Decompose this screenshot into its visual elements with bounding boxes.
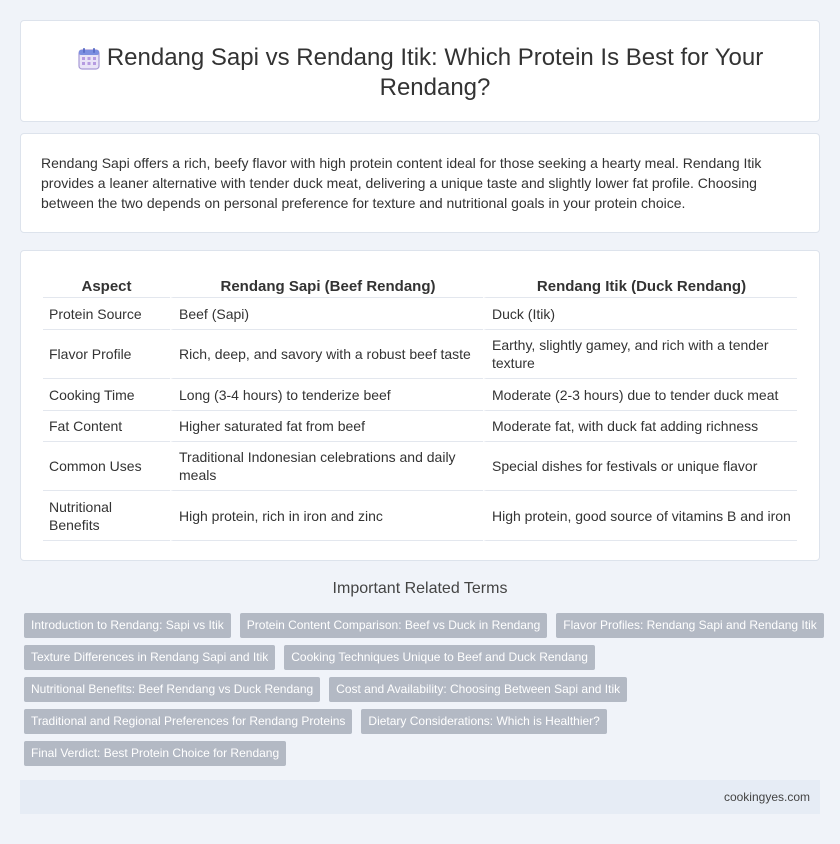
aspect-cell: Cooking Time <box>43 379 170 411</box>
itik-cell: Moderate (2-3 hours) due to tender duck meat <box>483 379 797 411</box>
header-rendang-itik: Rendang Itik (Duck Rendang) <box>483 273 797 298</box>
related-term-tag[interactable]: Cost and Availability: Choosing Between Sapi and Itik <box>329 677 627 702</box>
comparison-table <box>43 273 797 541</box>
sapi-cell: Beef (Sapi) <box>170 298 483 330</box>
sapi-cell: Traditional Indonesian celebrations and daily meals <box>170 442 483 491</box>
aspect-cell: Flavor Profile <box>43 330 170 379</box>
related-term-tag[interactable]: Introduction to Rendang: Sapi vs Itik <box>24 613 231 638</box>
table-row <box>43 411 797 442</box>
sapi-cell: Rich, deep, and savory with a robust beef taste <box>170 330 483 379</box>
related-term-tag[interactable]: Texture Differences in Rendang Sapi and Itik <box>24 645 275 670</box>
related-terms-list <box>24 613 824 773</box>
sapi-cell: Long (3-4 hours) to tenderize beef <box>170 379 483 411</box>
calendar-icon <box>77 47 101 71</box>
sapi-cell: Higher saturated fat from beef <box>170 411 483 442</box>
itik-cell: Earthy, slightly gamey, and rich with a tender texture <box>483 330 797 379</box>
table-row <box>43 491 797 541</box>
aspect-cell: Fat Content <box>43 411 170 442</box>
header-rendang-sapi: Rendang Sapi (Beef Rendang) <box>170 273 483 298</box>
related-term-tag[interactable]: Flavor Profiles: Rendang Sapi and Rendang Itik <box>556 613 823 638</box>
comparison-table-card <box>20 250 820 561</box>
related-term-tag[interactable]: Traditional and Regional Preferences for Rendang Proteins <box>24 709 352 734</box>
aspect-cell: Protein Source <box>43 298 170 330</box>
table-row <box>43 298 797 330</box>
header-aspect: Aspect <box>43 273 170 298</box>
related-term-tag[interactable]: Final Verdict: Best Protein Choice for Rendang <box>24 741 286 766</box>
itik-cell: Special dishes for festivals or unique flavor <box>483 442 797 491</box>
related-term-tag[interactable]: Cooking Techniques Unique to Beef and Duck Rendang <box>284 645 595 670</box>
footer-site-link[interactable]: cookingyes.com <box>723 790 810 804</box>
aspect-cell: Common Uses <box>43 442 170 491</box>
table-row <box>43 330 797 379</box>
footer <box>20 780 820 814</box>
page-title: Rendang Sapi vs Rendang Itik: Which Protein Is Best for Your Rendang? <box>106 44 764 101</box>
table-header-row <box>43 273 797 298</box>
summary-card <box>20 133 820 233</box>
related-term-tag[interactable]: Protein Content Comparison: Beef vs Duck in Rendang <box>240 613 548 638</box>
related-term-tag[interactable]: Nutritional Benefits: Beef Rendang vs Duck Rendang <box>24 677 320 702</box>
itik-cell: Moderate fat, with duck fat adding richness <box>483 411 797 442</box>
title-card <box>20 20 820 122</box>
itik-cell: High protein, good source of vitamins B and iron <box>483 491 797 541</box>
related-terms-title: Important Related Terms <box>332 580 508 597</box>
aspect-cell: Nutritional Benefits <box>43 491 170 541</box>
title-row <box>61 43 779 103</box>
sapi-cell: High protein, rich in iron and zinc <box>170 491 483 541</box>
table-row <box>43 379 797 411</box>
related-term-tag[interactable]: Dietary Considerations: Which is Healthier? <box>361 709 606 734</box>
summary-text: Rendang Sapi offers a rich, beefy flavor with high protein content ideal for those seeking a hearty meal. Rendang Itik provides a leaner alternative with tender duck meat, delivering a unique taste and slightly lower fat profile. Choosing between the two depends on personal preference for texture and nutritional goals in your protein choice. <box>41 155 762 211</box>
itik-cell: Duck (Itik) <box>483 298 797 330</box>
table-row <box>43 442 797 491</box>
